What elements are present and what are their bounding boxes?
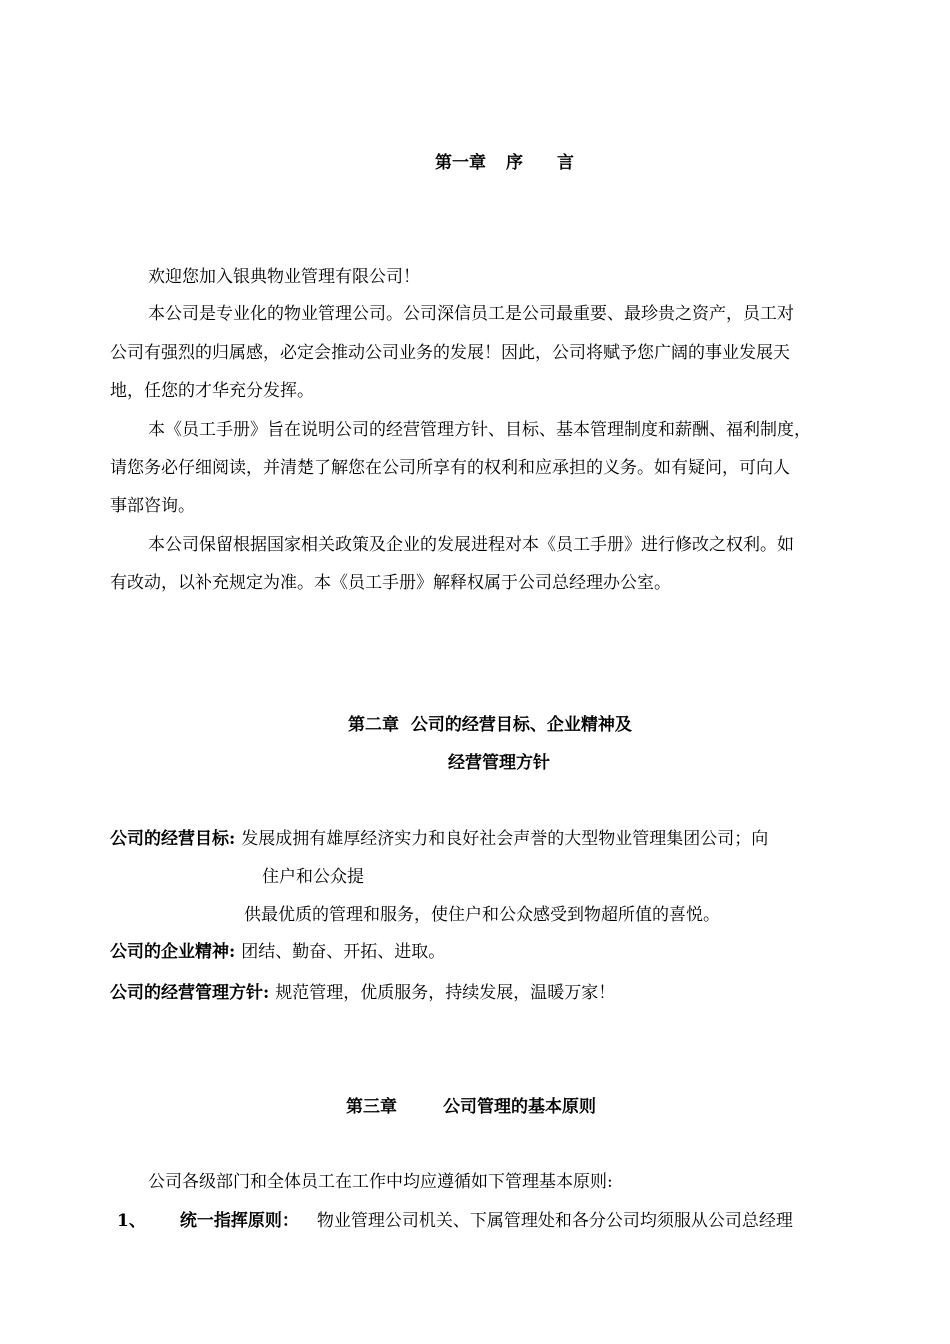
paragraph1-line1: 本公司是专业化的物业管理公司。公司深信员工是公司最重要、最珍贵之资产，员工对: [148, 304, 794, 324]
chapter3-number: 第三章: [346, 1097, 397, 1117]
chapter1-number: 第一章: [435, 153, 486, 173]
chapter1-heading: [435, 152, 574, 174]
business-goal-line3: 供最优质的管理和服务，使住户和公众感受到物超所值的喜悦。: [244, 905, 720, 925]
chapter2-heading-line2: 经营管理方针: [448, 753, 550, 773]
principles-intro: 公司各级部门和全体员工在工作中均应遵循如下管理基本原则:: [148, 1172, 613, 1192]
enterprise-spirit-text: 团结、勤奋、开拓、进取。: [241, 942, 446, 962]
paragraph2-line3: 事部咨询。: [110, 496, 195, 516]
principle-item-1-text: 物业管理公司机关、下属管理处和各分公司均须服从公司总经理: [316, 1211, 793, 1231]
business-goal-text: 发展成拥有雄厚经济实力和良好社会声誉的大型物业管理集团公司；向: [241, 829, 769, 849]
chapter2-heading-line1: 第二章 公司的经营目标、企业精神及: [348, 715, 632, 735]
paragraph3-line2: 有改动，以补充规定为准。本《员工手册》解释权属于公司总经理办公室。: [110, 573, 671, 593]
chapter1-title-char1: 序: [506, 153, 523, 173]
management-policy-label: 公司的经营管理方针:: [110, 983, 270, 1003]
paragraph2-line2: 请您务必仔细阅读，并清楚了解您在公司所享有的权利和应承担的义务。如有疑问，可向人: [110, 458, 790, 478]
chapter3-title: 公司管理的基本原则: [443, 1097, 596, 1117]
welcome-line: 欢迎您加入银典物业管理有限公司！: [148, 267, 420, 287]
paragraph1-line3: 地，任您的才华充分发挥。: [110, 381, 314, 401]
enterprise-spirit-line: [110, 941, 445, 963]
principle-item-1-number: 1、: [117, 1211, 146, 1231]
paragraph3-line1: 本公司保留根据国家相关政策及企业的发展进程对本《员工手册》进行修改之权利。如: [148, 535, 794, 555]
enterprise-spirit-label: 公司的企业精神:: [110, 942, 236, 962]
management-policy-text: 规范管理，优质服务，持续发展，温暖万家！: [275, 983, 616, 1003]
principle-item-1: [117, 1210, 793, 1232]
chapter1-title-char2: 言: [557, 153, 574, 173]
paragraph2-line1: 本《员工手册》旨在说明公司的经营管理方针、目标、基本管理制度和薪酬、福利制度，: [148, 420, 811, 440]
business-goal-line2: 住户和公众提: [262, 867, 364, 887]
chapter3-heading: [346, 1096, 596, 1118]
business-goal-line: [110, 828, 768, 850]
paragraph1-line2: 公司有强烈的归属感，必定会推动公司业务的发展！因此，公司将赋予您广阔的事业发展天: [110, 343, 790, 363]
business-goal-label: 公司的经营目标:: [110, 829, 236, 849]
management-policy-line: [110, 982, 615, 1004]
principle-item-1-label: 统一指挥原则：: [179, 1211, 299, 1231]
